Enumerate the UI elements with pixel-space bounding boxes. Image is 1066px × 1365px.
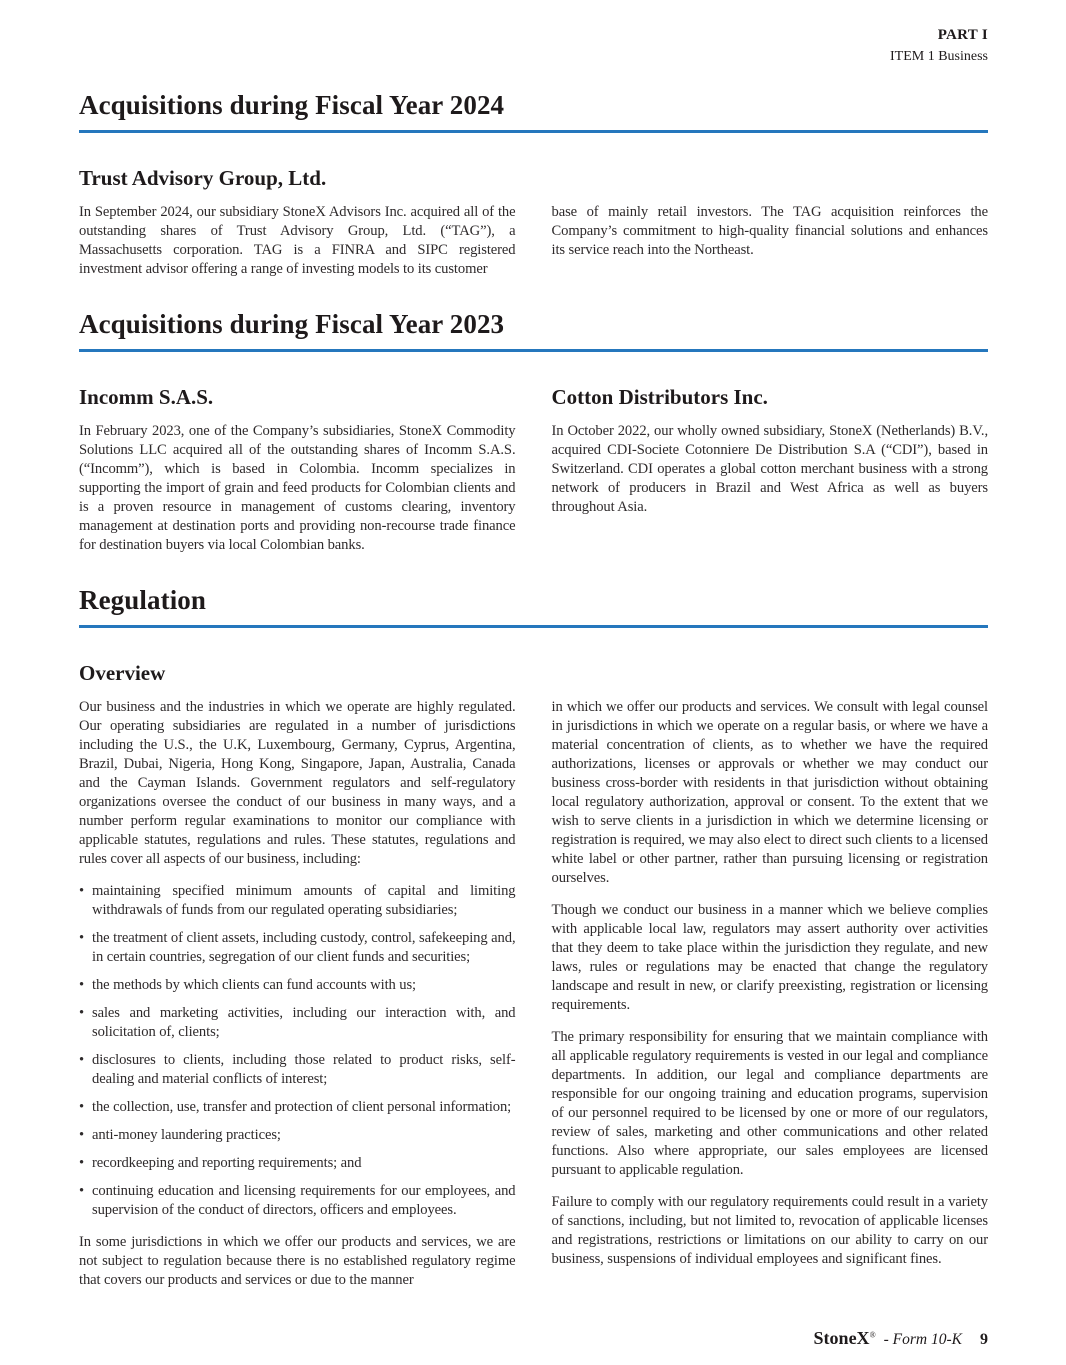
bullet-icon: • [79,1052,85,1068]
subsection-tag [79,166,988,279]
regulation-bullet-list [79,882,516,1220]
bullet-text: the treatment of client assets, including custody, control, safekeeping and, in certain countries, segregation of our client funds and securities; [92,930,516,965]
registered-mark-icon: ® [869,1330,876,1340]
bullet-icon: • [79,1127,85,1143]
bullet-item [79,929,516,967]
bullet-item [79,1126,516,1145]
incomm-column [79,385,516,555]
tag-two-column-text [79,203,988,279]
item-label: ITEM 1 Business [890,49,988,64]
overview-right-column [552,698,989,1290]
bullet-text: anti-money laundering practices; [92,1127,281,1143]
bullet-icon: • [79,1005,85,1021]
heading-fy2023: Acquisitions during Fiscal Year 2023 [79,309,988,352]
bullet-text: the collection, use, transfer and protection of client personal information; [92,1099,512,1115]
overview-closing-paragraph: In some jurisdictions in which we offer our products and services, we are not subject to regulation because there is no established regulatory regime that covers our products and services or due to the manner [79,1234,516,1288]
bullet-item [79,976,516,995]
overview-right-paragraph-1: in which we offer our products and services. We consult with legal counsel in jurisdictions in which we operate on a regular basis, or where we have a material concentration of clients, as to whether we have the required authorizations, licenses or approvals or whether we may conduct our business cross-border with residents in that jurisdiction without obtaining local regulatory authorization, approval or consent. To the extent that we wish to serve clients in a jurisdiction in which we determine licensing or registration is required, we may also elect to direct such clients to a licensed white label or other partner, rather than pursuing licensing or registration ourselves. [551,699,988,886]
bullet-text: recordkeeping and reporting requirements; and [92,1155,362,1171]
heading-regulation: Regulation [79,585,988,628]
overview-intro-paragraph: Our business and the industries in which we operate are highly regulated. Our operating subsidiaries are regulated in a number of jurisdictions including the U.S., the U.K, Luxembourg, Germany, Cyprus, Argentina, Brazil, Dubai, Nigeria, Hong Kong, Singapore, Japan, Australia, Canada and the Cayman Islands. Government regulators and self-regulatory organizations oversee the conduct of our business in many ways, and a number perform regular examinations to monitor our compliance with applicable statutes, regulations and rules. These statutes, regulations and rules cover all aspects of our business, including: [79,699,516,867]
bullet-icon: • [79,977,85,993]
overview-right-paragraph-2: Though we conduct our business in a manner which we believe complies with applicable local law, regulators may assert authority over activities that they deem to take place within the jurisdiction they regulate, and new laws, rules or regulations may be enacted that change the regulatory landscape and result in new, or clarify preexisting, registration or licensing requirements. [551,902,988,1013]
bullet-item [79,882,516,920]
bullet-item [79,1182,516,1220]
part-label: PART I [937,27,988,43]
bullet-text: disclosures to clients, including those related to product risks, self-dealing and material conflicts of interest; [92,1052,516,1087]
bullet-icon: • [79,930,85,946]
bullet-item [79,1051,516,1089]
tag-paragraph-col2: base of mainly retail investors. The TAG acquisition reinforces the Company’s commitment to high-quality financial solutions and enhances its service reach into the Northeast. [551,204,988,258]
heading-fy2024: Acquisitions during Fiscal Year 2024 [79,90,988,133]
subheading-trust-advisory-group: Trust Advisory Group, Ltd. [79,166,327,190]
subheading-incomm: Incomm S.A.S. [79,385,214,409]
bullet-item [79,1154,516,1173]
footer-brand-logo: StoneX [813,1328,870,1348]
subheading-overview: Overview [79,661,166,685]
tag-paragraph-col1: In September 2024, our subsidiary StoneX Advisors Inc. acquired all of the outstanding shares of Trust Advisory Group, Ltd. (“TAG”), a Massachusetts corporation. TAG is a FINRA and SIPC registered investment advisor offering a range of investing models to its customer [79,204,516,277]
bullet-text: sales and marketing activities, including our interaction with, and solicitation of, clients; [92,1005,516,1040]
cotton-paragraph: In October 2022, our wholly owned subsidiary, StoneX (Netherlands) B.V., acquired CDI-Societe Cotonniere De Distribution S.A (“CDI”), based in Switzerland. CDI operates a global cotton merchant business with a strong network of producers in Brazil and West Africa as well as buyers throughout Asia. [551,423,988,515]
bullet-text: maintaining specified minimum amounts of capital and limiting withdrawals of funds from our regulated operating subsidiaries; [92,883,516,918]
overview-left-column [79,698,516,1290]
overview-right-paragraph-4: Failure to comply with our regulatory requirements could result in a variety of sanctions, including, but not limited to, revocation of applicable licenses and registrations, restrictions or limitations on our ability to carry on our business, suspensions of individual employees and significant fines. [551,1194,988,1267]
overview-right-paragraph-3: The primary responsibility for ensuring that we maintain compliance with all applicable regulatory requirements is vested in our legal and compliance departments. In addition, our legal and compliance departments are responsible for our ongoing training and education programs, supervision of our personnel required to be licensed by one or more of our regulators, review of sales, marketing and other communications and other related functions. Also where appropriate, our sales employees are licensed pursuant to applicable regulation. [551,1029,988,1178]
footer-form-label: - Form 10-K [883,1331,962,1348]
subsection-fy2023-columns [79,385,988,555]
bullet-item [79,1098,516,1117]
page-number: 9 [980,1331,988,1348]
bullet-icon: • [79,1099,85,1115]
bullet-icon: • [79,1183,85,1199]
bullet-icon: • [79,883,85,899]
page-footer [814,1328,988,1349]
bullet-item [79,1004,516,1042]
bullet-text: the methods by which clients can fund accounts with us; [92,977,417,993]
incomm-paragraph: In February 2023, one of the Company’s subsidiaries, StoneX Commodity Solutions LLC acquired all of the outstanding shares of Incomm S.A.S. (“Incomm”), which is based in Colombia. Incomm specializes in supporting the import of grain and feed products for Colombian clients and is a proven resource in management of customs clearing, inventory management at destination ports and providing non-recourse trade finance for destination buyers via local Colombian banks. [79,423,516,553]
bullet-icon: • [79,1155,85,1171]
subsection-overview [79,661,988,1290]
cotton-column [552,385,989,555]
page-header [79,28,988,64]
subheading-cotton-distributors: Cotton Distributors Inc. [551,385,768,409]
bullet-text: continuing education and licensing requirements for our employees, and supervision of the conduct of directors, officers and employees. [92,1183,516,1218]
